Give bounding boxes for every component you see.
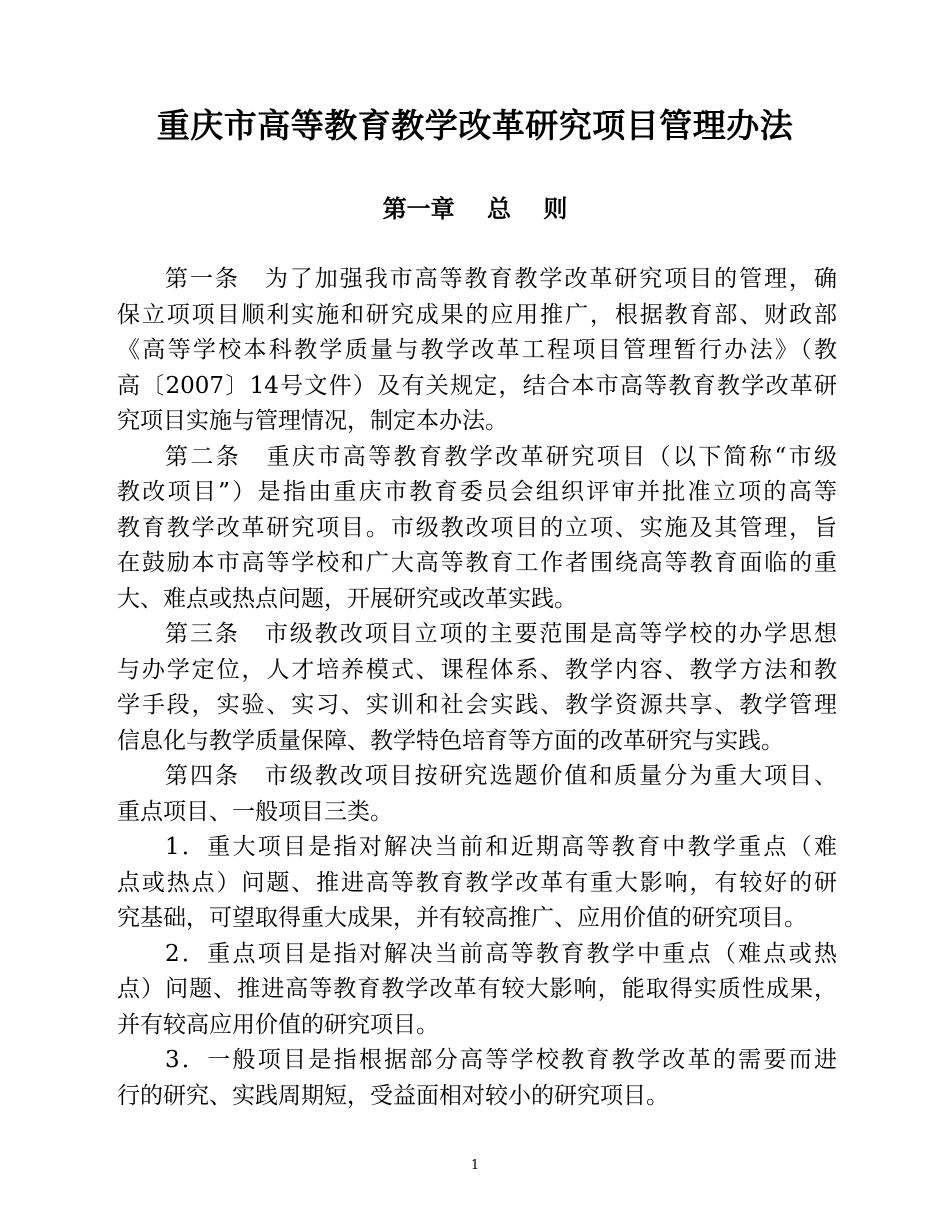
- text-line: 究基础，可望取得重大成果，并有较高推广、应用价值的研究项目。: [117, 905, 807, 931]
- text-line: 究项目实施与管理情况，制定本办法。: [117, 408, 508, 434]
- text-line: 教育教学改革研究项目。市级教改项目的立项、实施及其管理，旨: [117, 514, 837, 541]
- text-line: 1．重大项目是指对解决当前和近期高等教育中教学重点（难: [165, 834, 837, 860]
- text-line: 信息化与教学质量保障、教学特色培育等方面的改革研究与实践。: [117, 727, 784, 754]
- document-body: [117, 262, 837, 1114]
- page-number: 1: [470, 1158, 480, 1173]
- text-line: 行的研究、实践周期短，受益面相对较小的研究项目。: [117, 1082, 669, 1109]
- chapter-heading: 第一章 总 则: [382, 194, 568, 223]
- text-line: 教改项目”）是指由重庆市教育委员会组织评审并批准立项的高等: [117, 479, 837, 505]
- text-line: 大、难点或热点问题，开展研究或改革实践。: [117, 585, 577, 612]
- text-line: 2．重点项目是指对解决当前高等教育教学中重点（难点或热: [165, 940, 837, 967]
- text-line: 第四条 市级教改项目按研究选题价值和质量分为重大项目、: [165, 763, 837, 789]
- text-line: 点或热点）问题、推进高等教育教学改革有重大影响，有较好的研: [117, 869, 837, 896]
- text-line: 并有较高应用价值的研究项目。: [117, 1011, 439, 1038]
- text-line: 重点项目、一般项目三类。: [117, 798, 393, 825]
- text-line: 学手段，实验、实习、实训和社会实践、教学资源共享、教学管理: [117, 692, 837, 718]
- text-line: 3．一般项目是指根据部分高等学校教育教学改革的需要而进: [165, 1047, 837, 1073]
- text-line: 在鼓励本市高等学校和广大高等教育工作者围绕高等教育面临的重: [117, 550, 837, 576]
- text-line: 第二条 重庆市高等教育教学改革研究项目（以下简称“市级: [165, 443, 837, 470]
- text-line: 点）问题、推进高等教育教学改革有较大影响，能取得实质性成果，: [117, 976, 837, 1002]
- text-line: 第三条 市级教改项目立项的主要范围是高等学校的办学思想: [165, 621, 837, 647]
- text-line: 高〔2007〕14号文件）及有关规定，结合本市高等教育教学改革研: [117, 372, 837, 399]
- document-title: 重庆市高等教育教学改革研究项目管理办法: [156, 106, 794, 145]
- text-line: 《高等学校本科教学质量与教学改革工程项目管理暂行办法》（教: [117, 337, 837, 363]
- text-line: 第一条 为了加强我市高等教育教学改革研究项目的管理，确: [165, 266, 837, 292]
- text-line: 保立项项目顺利实施和研究成果的应用推广，根据教育部、财政部: [117, 301, 837, 328]
- text-line: 与办学定位，人才培养模式、课程体系、教学内容、教学方法和教: [117, 656, 837, 683]
